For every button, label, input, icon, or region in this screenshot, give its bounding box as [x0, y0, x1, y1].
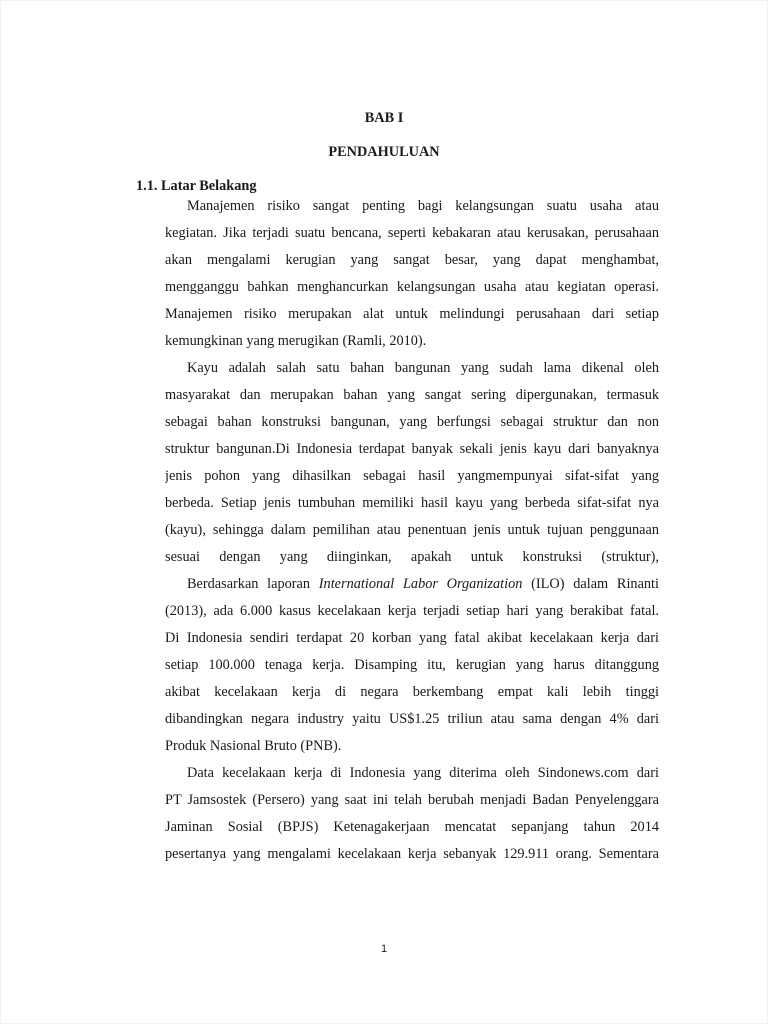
body-line: masyarakat dan merupakan bahan yang sangat sering dipergunakan, termasuk — [165, 387, 659, 403]
body-line: dibandingkan negara industry yaitu US$1.25 triliun atau sama dengan 4% dari — [165, 711, 659, 727]
body-line: setiap 100.000 tenaga kerja. Disamping itu, kerugian yang harus ditanggung — [165, 657, 659, 673]
chapter-title: PENDAHULUAN — [328, 144, 440, 160]
body-line: Jaminan Sosial (BPJS) Ketenagakerjaan mencatat sepanjang tahun 2014 — [165, 819, 659, 835]
chapter-label: BAB I — [364, 110, 404, 126]
body-line: jenis pohon yang dihasilkan sebagai hasil yangmempunyai sifat-sifat yang — [165, 468, 659, 484]
body-line: sesuai dengan yang diinginkan, apakah untuk konstruksi (struktur), — [165, 549, 659, 565]
body-text: (ILO) dalam Rinanti — [522, 576, 659, 592]
body-line: Di Indonesia sendiri terdapat 20 korban yang fatal akibat kecelakaan kerja dari — [165, 630, 659, 646]
body-line: mengganggu bahkan menghancurkan kelangsungan usaha atau kegiatan operasi. — [165, 279, 659, 295]
page-number: 1 — [380, 943, 388, 955]
body-line: (kayu), sehingga dalam pemilihan atau penentuan jenis untuk tujuan penggunaan — [165, 522, 659, 538]
body-line: Kayu adalah salah satu bahan bangunan yang sudah lama dikenal oleh — [187, 360, 659, 376]
body-line — [187, 574, 659, 594]
body-line: Produk Nasional Bruto (PNB). — [165, 738, 342, 754]
body-line: Data kecelakaan kerja di Indonesia yang diterima oleh Sindonews.com dari — [187, 765, 659, 781]
body-line: (2013), ada 6.000 kasus kecelakaan kerja terjadi setiap hari yang berakibat fatal. — [165, 603, 659, 619]
body-line: Manajemen risiko sangat penting bagi kelangsungan suatu usaha atau — [187, 198, 659, 214]
body-line: akibat kecelakaan kerja di negara berkembang empat kali lebih tinggi — [165, 684, 659, 700]
body-line: berbeda. Setiap jenis tumbuhan memiliki hasil kayu yang berbeda sifat-sifat nya — [165, 495, 659, 511]
body-line: Manajemen risiko merupakan alat untuk melindungi perusahaan dari setiap — [165, 306, 659, 322]
body-line: akan mengalami kerugian yang sangat besar, yang dapat menghambat, — [165, 252, 659, 268]
body-text: Berdasarkan laporan — [187, 576, 319, 592]
section-heading: 1.1. Latar Belakang — [136, 178, 257, 194]
body-line: sebagai bahan konstruksi bangunan, yang berfungsi sebagai struktur dan non — [165, 414, 659, 430]
body-line: pesertanya yang mengalami kecelakaan kerja sebanyak 129.911 orang. Sementara — [165, 846, 659, 862]
organization-name: International Labor Organization — [318, 576, 523, 592]
body-line: kemungkinan yang merugikan (Ramli, 2010). — [165, 333, 427, 349]
body-line: PT Jamsostek (Persero) yang saat ini telah berubah menjadi Badan Penyelenggara — [165, 792, 659, 808]
body-line: struktur bangunan.Di Indonesia terdapat banyak sekali jenis kayu dari banyaknya — [165, 441, 659, 457]
body-line: kegiatan. Jika terjadi suatu bencana, seperti kebakaran atau kerusakan, perusahaan — [165, 225, 659, 241]
